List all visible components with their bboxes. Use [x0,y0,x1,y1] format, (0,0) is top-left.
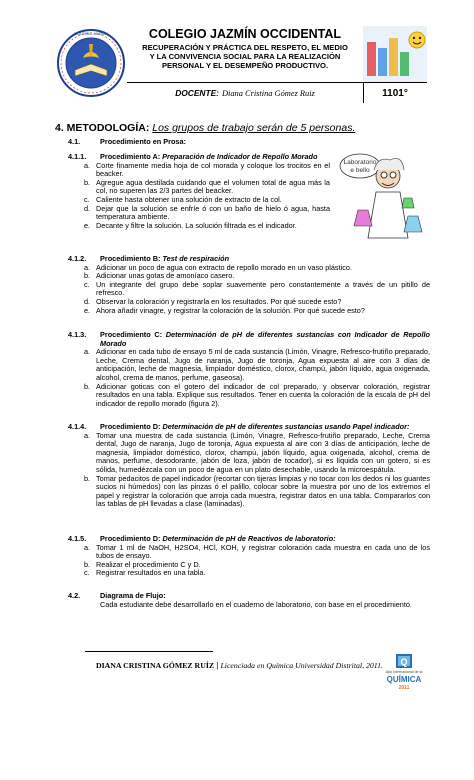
list-item-marker: e. [84,305,91,315]
list-item-marker: b. [84,381,91,391]
procedure-c-label: Procedimiento C: [100,330,163,339]
list-item-marker: d. [84,203,91,213]
logo-line-1: Año Internacional de la [385,670,423,674]
list-item-text: Ahora añadir vinagre, y registrar la coloración de la solución. Por qué sucede esto? [96,305,365,315]
list-item-marker: e. [84,220,91,230]
list-item [84,432,430,475]
subsection-42-heading [68,592,430,601]
list-item-marker: b. [84,177,91,187]
procedure-d [68,423,430,509]
header-subtitle-1: RECUPERACIÓN Y PRÁCTICA DEL RESPETO, EL MEDIO [142,43,348,52]
list-item [84,222,330,231]
procedure-b-label: Procedimiento B: [100,254,161,263]
list-item-marker: b. [84,473,91,483]
procedure-c-number: 4.1.3. [68,330,87,339]
procedure-c [68,331,430,408]
footer-separator: | [216,661,219,670]
procedure-b-title: Test de respiración [162,254,230,263]
list-item-marker: a. [84,542,91,552]
list-item-marker: b. [84,271,91,281]
procedure-a-number: 4.1.1. [68,152,87,161]
list-item-marker: a. [84,160,91,170]
list-item [84,205,330,222]
procedure-d-label: Procedimiento D: [100,422,161,431]
course-code: 1101° [363,82,427,103]
school-name: COLEGIO JAZMÍN OCCIDENTAL [148,27,342,41]
svg-text:Q: Q [400,657,408,667]
procedure-d2-list [84,544,430,578]
footer-divider [85,651,213,652]
illustration-caption: Laboratorio [343,159,377,166]
procedure-d2-title: Determinación de pH de Reactivos de laboratorio: [162,534,336,543]
list-item-marker: b. [84,559,91,569]
list-item [84,281,430,298]
list-item-text: Adicionar un poco de agua con extracto de repollo morado en un vaso plástico. [96,262,352,272]
list-item-marker: d. [84,296,91,306]
list-item-text: Caliente hasta obtener una solución de extracto de la col. [96,194,282,204]
list-item-text: Dejar que la solución se enfríe ó con un baño de hielo ó agua, hasta temperatura ambiente. [96,203,330,222]
list-item-marker: a. [84,347,91,357]
docente-label: DOCENTE: [175,88,219,98]
section-note: Los grupos de trabajo serán de 5 personas. [152,122,356,134]
procedure-c-title: Determinación de pH de diferentes sustancias con Indicador de Repollo Morado [100,330,430,348]
list-item [84,179,330,196]
list-item-text: Corte finamente media hoja de col morada y coloque los trocitos en el beacker. [96,160,330,179]
list-item-text: Registrar resultados en una tabla. [96,568,206,578]
procedure-d-title: Determinación de pH de diferentes sustancias usando Papel indicador: [162,422,410,431]
subsection-42-text: Cada estudiante debe desarrollarlo en el cuaderno de laboratorio, con base en el procedimiento. [100,599,412,609]
chemistry-year-logo-icon [382,654,426,698]
procedure-b-number: 4.1.2. [68,254,87,263]
list-item-text: Realizar el procedimiento C y D. [96,559,201,569]
procedure-d-number: 4.1.4. [68,422,87,431]
procedure-d2-label: Procedimiento D: [100,534,161,543]
list-item [84,475,430,509]
footer-credential: Licenciada en Química Universidad Distrital, 2011. [220,661,383,670]
procedure-b [68,255,430,315]
procedure-d-list [84,432,430,509]
list-item-marker: c. [84,568,90,578]
subsection-41-number: 4.1. [68,137,81,146]
list-item-text: Adicionar unas gotas de amoníaco casero. [96,271,235,281]
school-crest-icon [55,26,127,102]
procedure-d2-number: 4.1.5. [68,534,87,543]
procedure-c-heading [68,331,430,348]
docente-cell [127,82,364,103]
svg-text:e bello: e bello [350,167,370,174]
list-item [84,307,430,316]
subsection-41 [68,137,186,147]
logo-line-3: 2011 [398,685,410,691]
subsection-42-title: Diagrama de Flujo: [100,591,166,600]
logo-line-2: QUÍMICA [386,675,422,684]
list-item-text: Agregue agua destilada cuidando que el volumen total de agua más la col, no superen las 2/3 partes del beacker. [96,177,330,196]
footer-text [96,661,383,670]
list-item-marker: c. [84,194,90,204]
list-item-text: Tomar una muestra de cada sustancia (Limón, Vinagre, Refresco-frutiño preparado, Leche, Crema dental, Jugo de naranja, Jugo de toronja, Agua expuesta al aire con 3 días de anticipación, leche de magnesia, limpiador doméstico, clorox, champú, jabón líquido, agua oxigenada, alcohol, crema de manos, perfume, desodorante, jabón de loza, jabón de tocador), si es líquida con un gotero, si es sólida, humedézcala con un poco de agua en un plato desechable, usando la microespátula. [96,430,430,474]
procedure-a [68,153,330,230]
list-item-text: Decante y filtre la solución. La solución filtrada es el indicador. [96,220,297,230]
scientist-cartoon-icon [338,146,426,246]
docente-name: Diana Cristina Gómez Ruiz [221,88,315,98]
section-heading [55,124,355,133]
section-number: 4. METODOLOGÍA: [55,122,150,134]
list-item [84,348,430,382]
procedure-a-title: Preparación de Indicador de Repollo Morado [162,152,318,161]
subsection-42 [68,592,430,609]
list-item [84,569,430,578]
subsection-41-title: Procedimiento en Prosa: [100,137,186,146]
list-item-text: Tomar pedacitos de papel indicador (recortar con tijeras limpias y no tocar con los dedos ni los guantes sucios ni húmedos) con las pinzas ó el palillo, colocar sobre la muestra por uno de los extremos el papel y registrar la coloración que arroja cada muestra, registrar datos en una tabla. Compararlos con las tablas de pH llevadas a clase (laminadas). [96,473,430,509]
procedure-a-label: Procedimiento A: [100,152,161,161]
procedure-a-list [84,162,330,231]
list-item-text: Un integrante del grupo debe soplar suavemente pero constantemente a través de un pitillo de refresco. [96,279,430,298]
list-item-marker: a. [84,430,91,440]
procedure-d2 [68,535,430,578]
chemistry-flasks-icon [363,26,427,82]
list-item [84,544,430,561]
footer-name: DIANA CRISTINA GÓMEZ RUÍZ [96,661,215,670]
subsection-42-number: 4.2. [68,591,81,600]
list-item-text: Adicionar en cada tubo de ensayo 5 ml de cada sustancia (Limón, Vinagre, Refresco-frutiño preparado, Leche, Crema dental, Jugo de naranja, Jugo de toronja, Agua expuesta al aire con 3 días de anticipación, leche de magnesia, limpiador doméstico, clorox, champú, jabón líquido, agua oxigenada, alcohol, crema de manos, perfume, gaseosa). [96,347,430,382]
svg-text:COLEGIO JAZMÍN: COLEGIO JAZMÍN [74,31,108,36]
header-table [55,26,427,102]
list-item-text: Adicionar goticas con el gotero del indicador de col preparado, y observar coloración, registrar resultados en una tabla. Explique sus resultados. Tener en cuenta la coloración de la escala de pH del indicador de repollo morado (figura 2). [96,381,430,408]
list-item [84,162,330,179]
list-item-text: Tomar 1 ml de NaOH, H2SO4, HCl, KOH, y registrar coloración cada muestra en cada uno de los tubos de ensayo. [96,542,430,561]
procedure-b-list [84,264,430,316]
list-item-text: Observar la coloración y registrarla en los resultados. Por qué sucede esto? [96,296,342,306]
list-item-marker: c. [84,279,90,289]
list-item-marker: a. [84,262,91,272]
list-item [84,383,430,409]
header-subtitle-2: Y LA CONVIVENCIA SOCIAL PARA LA REALIZACIÓN [149,52,341,61]
header-titles [127,26,363,82]
header-subtitle-3: PERSONAL Y EL DESEMPEÑO PRODUCTIVO. [161,61,329,70]
procedure-c-list [84,348,430,408]
